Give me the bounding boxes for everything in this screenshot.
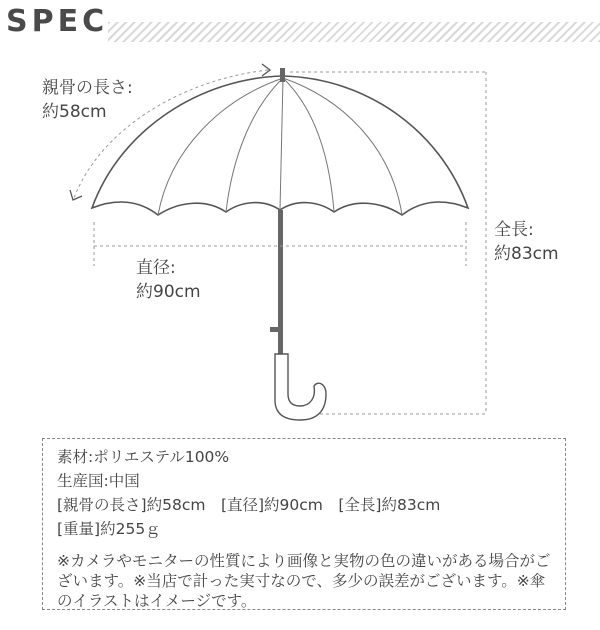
decorative-stripe: [108, 22, 600, 42]
total-length-value: 約83cm: [494, 244, 559, 264]
section-title: SPEC: [6, 4, 109, 39]
rib-length-label: [42, 76, 133, 124]
spec-box: [42, 438, 566, 610]
diameter-value: 約90cm: [136, 282, 201, 302]
material-row: 素材:ポリエステル100%: [57, 448, 230, 466]
rib-length-value: 約58cm: [42, 102, 107, 122]
umbrella-handle: [275, 354, 326, 420]
umbrella-diagram: [0, 50, 600, 430]
weight-row: [重量]約255ｇ: [57, 520, 161, 538]
diameter-label: [136, 256, 201, 304]
origin-row: 生産国:中国: [57, 472, 140, 490]
rib-length-title: 親骨の長さ:: [42, 78, 133, 98]
total-length-label: [494, 218, 559, 266]
header: [0, 0, 600, 50]
disclaimer-note: ※カメラやモニターの性質により画像と実物の色の違いがある場合がございます。※当店で計った実寸なので、多少の誤差がございます。※傘のイラストはイメージです。: [57, 552, 551, 610]
diameter-title: 直径:: [136, 258, 176, 278]
sizes-row: [親骨の長さ]約58cm [直径]約90cm [全長]約83cm: [57, 496, 441, 514]
total-length-title: 全長:: [494, 220, 534, 240]
